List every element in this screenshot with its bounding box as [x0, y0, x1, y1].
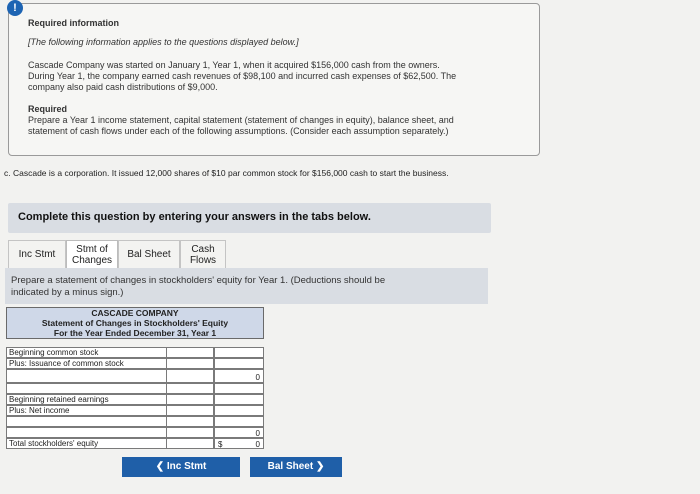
- required-line-1: Prepare a Year 1 income statement, capital statement (statement of changes in equity), balance sheet, and: [28, 115, 454, 125]
- chevron-right-icon: ❯: [313, 461, 325, 472]
- amount-input[interactable]: [166, 427, 214, 438]
- subtotal-value: 0: [255, 429, 260, 438]
- amount-input[interactable]: [166, 405, 214, 416]
- info-heading: Required information: [28, 18, 120, 28]
- total-input[interactable]: [214, 416, 264, 427]
- row-label: [6, 369, 166, 383]
- total-input[interactable]: [214, 394, 264, 405]
- total-input[interactable]: [214, 405, 264, 416]
- total-value: 0: [255, 440, 260, 449]
- instruction-line-2: indicated by a minus sign.): [11, 287, 124, 298]
- row-label: Total stockholders' equity: [6, 438, 166, 449]
- tab-cash-flows-line2: Flows: [189, 255, 217, 266]
- currency-symbol: $: [218, 440, 223, 449]
- complete-prompt: Complete this question by entering your answers in the tabs below.: [18, 211, 371, 223]
- total-input[interactable]: [214, 358, 264, 369]
- info-icon: !: [7, 0, 23, 16]
- required-line-2: statement of cash flows under each of the following assumptions. (Consider each assumption separately.): [28, 126, 449, 136]
- statement-title: Statement of Changes in Stockholders' Equity: [41, 318, 229, 328]
- amount-input[interactable]: [166, 394, 214, 405]
- prev-inc-stmt-button[interactable]: [122, 457, 240, 477]
- statement-company: CASCADE COMPANY: [91, 308, 179, 318]
- tab-stmt-of-changes-line1: Stmt of: [76, 244, 108, 255]
- row-label: Beginning common stock: [6, 347, 166, 358]
- amount-input[interactable]: [166, 383, 214, 394]
- instruction-line-1: Prepare a statement of changes in stockholders' equity for Year 1. (Deductions should be: [11, 275, 386, 286]
- info-para-line-2: During Year 1, the company earned cash revenues of $98,100 and incurred cash expenses of $62,500. The: [28, 71, 457, 81]
- next-bal-sheet-button[interactable]: [250, 457, 342, 477]
- info-para-line-3: company also paid cash distributions of $9,000.: [28, 82, 218, 92]
- tab-cash-flows-line1: Cash: [191, 244, 215, 255]
- total-input[interactable]: [214, 383, 264, 394]
- statement-period: For the Year Ended December 31, Year 1: [53, 328, 217, 338]
- row-label: [6, 383, 166, 394]
- next-button-label: Bal Sheet: [267, 461, 314, 472]
- row-label: Plus: Net income: [6, 405, 166, 416]
- row-label: Beginning retained earnings: [6, 394, 166, 405]
- instruction-panel: [5, 268, 488, 304]
- amount-input[interactable]: [166, 358, 214, 369]
- subtotal-value: 0: [255, 373, 260, 382]
- statement-header: [6, 307, 264, 339]
- total-input[interactable]: [214, 369, 264, 383]
- complete-question-banner: [8, 203, 491, 233]
- tab-bal-sheet-label: Bal Sheet: [127, 249, 171, 260]
- required-label: Required: [28, 104, 68, 114]
- tab-bal-sheet[interactable]: [118, 240, 180, 268]
- tab-inc-stmt[interactable]: [8, 240, 66, 268]
- prev-button-label: Inc Stmt: [166, 461, 207, 472]
- amount-input[interactable]: [166, 416, 214, 427]
- tab-stmt-of-changes-line2: Changes: [71, 255, 113, 266]
- row-label: Plus: Issuance of common stock: [6, 358, 166, 369]
- total-input[interactable]: [214, 438, 264, 449]
- row-label: [6, 427, 166, 438]
- tab-cash-flows[interactable]: [180, 240, 226, 268]
- row-label: [6, 416, 166, 427]
- total-input[interactable]: [214, 347, 264, 358]
- info-para-line-1: Cascade Company was started on January 1, Year 1, when it acquired $156,000 cash from the owners.: [28, 60, 440, 70]
- amount-input[interactable]: [166, 347, 214, 358]
- statement-of-changes-table: [6, 307, 266, 449]
- amount-input[interactable]: [166, 369, 214, 383]
- tab-inc-stmt-label: Inc Stmt: [18, 249, 56, 260]
- info-note: [The following information applies to the questions displayed below.]: [28, 37, 299, 47]
- chevron-left-icon: ❮: [155, 461, 167, 472]
- amount-input[interactable]: [166, 438, 214, 449]
- total-input[interactable]: [214, 427, 264, 438]
- part-c-assumption: c. Cascade is a corporation. It issued 12,000 shares of $10 par common stock for $156,000 cash to start the business.: [4, 168, 449, 178]
- required-information-box: [8, 3, 540, 156]
- tab-stmt-of-changes[interactable]: [66, 240, 118, 268]
